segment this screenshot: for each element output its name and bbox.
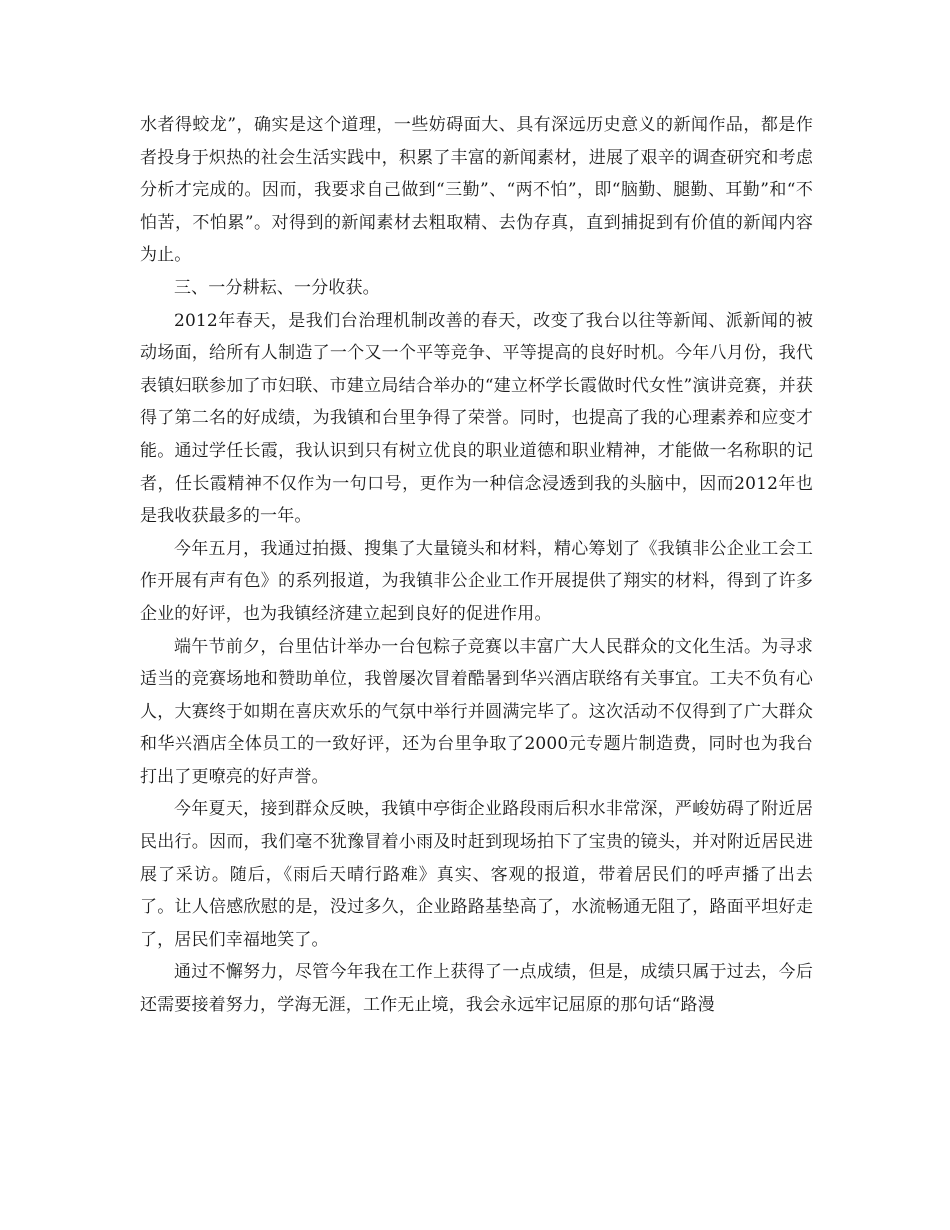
paragraph: 水者得蛟龙”，确实是这个道理，一些妨碍面大、具有深远历史意义的新闻作品，都是作者投身于炽热的社会生活实践中，积累了丰富的新闻素材，进展了艰辛的调查研究和考虑分析才完成的。因而，我要求自己做到“三勤”、“两不怕”，即“脑勤、腿勤、耳勤”和“不怕苦，不怕累”。对得到的新闻素材去粗取精、去伪存真，直到捕捉到有价值的新闻内容为止。 (140, 115, 813, 266)
document-page (140, 109, 813, 1022)
paragraph: 端午节前夕，台里估计举办一台包粽子竞赛以丰富广大人民群众的文化生活。为寻求适当的竞赛场地和赞助单位，我曾屡次冒着酷暑到华兴酒店联络有关事宜。工夫不负有心人，大赛终于如期在喜庆欢乐的气氛中举行并圆满完毕了。这次活动不仅得到了广大群众和华兴酒店全体员工的一致好评，还为台里争取了2000元专题片制造费，同时也为我台打出了更嘹亮的好声誉。 (140, 636, 813, 787)
section-heading: 三、一分耕耘、一分收获。 (174, 277, 380, 298)
paragraph: 2012年春天，是我们台治理机制改善的春天，改变了我台以往等新闻、派新闻的被动场面，给所有人制造了一个又一个平等竞争、平等提高的良好时机。今年八月份，我代表镇妇联参加了市妇联、市建立局结合举办的“建立杯学长霞做时代女性”演讲竞赛，并获得了第二名的好成绩，为我镇和台里争得了荣誉。同时，也提高了我的心理素养和应变才能。通过学任长霞，我认识到只有树立优良的职业道德和职业精神，才能做一名称职的记者，任长霞精神不仅作为一句口号，更作为一种信念浸透到我的头脑中，因而2012年也是我收获最多的一年。 (140, 310, 813, 527)
paragraph: 通过不懈努力，尽管今年我在工作上获得了一点成绩，但是，成绩只属于过去，今后还需要接着努力，学海无涯，工作无止境，我会永远牢记屈原的那句话“路漫 (140, 962, 813, 1016)
paragraph: 今年五月，我通过拍摄、搜集了大量镜头和材料，精心筹划了《我镇非公企业工会工作开展有声有色》的系列报道，为我镇非公企业工作开展提供了翔实的材料，得到了许多企业的好评，也为我镇经济建立起到良好的促进作用。 (140, 538, 813, 624)
paragraph: 今年夏天，接到群众反映，我镇中亭街企业路段雨后积水非常深，严峻妨碍了附近居民出行。因而，我们毫不犹豫冒着小雨及时赶到现场拍下了宝贵的镜头，并对附近居民进展了采访。随后，《雨后天晴行路难》真实、客观的报道，带着居民们的呼声播了出去了。让人倍感欣慰的是，没过多久，企业路路基垫高了，水流畅通无阻了，路面平坦好走了，居民们幸福地笑了。 (140, 799, 813, 950)
